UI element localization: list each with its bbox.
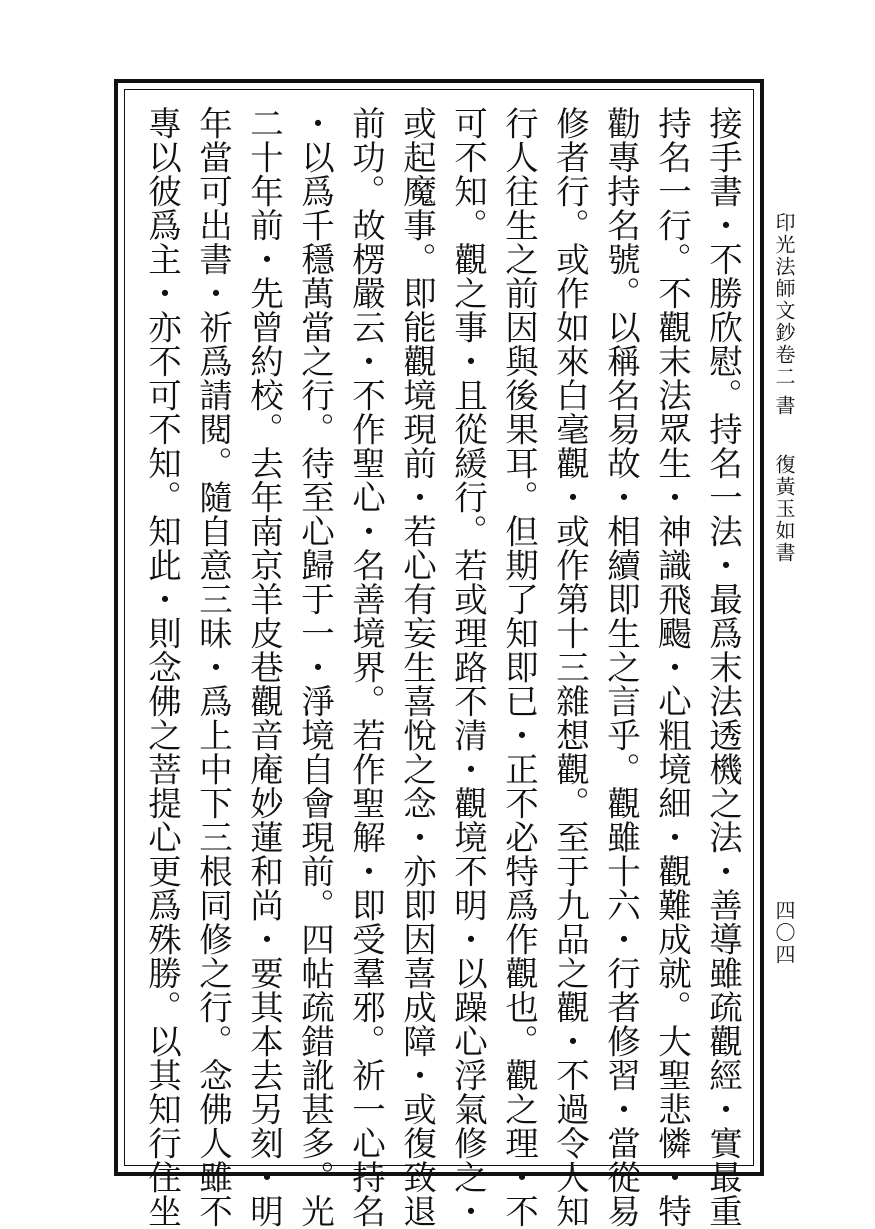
text-column: ・以爲千穩萬當之行。待至心歸于一・淨境自會現前。四帖疏錯訛甚多。光: [295, 106, 335, 1228]
text-column: 接手書・不勝欣慰。持名一法・最爲末法透機之法・善導雖疏觀經・實最重: [703, 106, 743, 1228]
text-column: 可不知。觀之事・且從緩行。若或理路不清・觀境不明・以躁心浮氣修之・: [448, 106, 488, 1228]
book-title: 印光法師文鈔卷二: [772, 212, 796, 388]
text-column: 持名一行。不觀末法眾生・神識飛颺・心粗境細・觀難成就。大聖悲憐・特: [652, 106, 692, 1228]
text-column: 或起魔事。即能觀境現前・若心有妄生喜悅之念・亦即因喜成障・或復致退: [397, 106, 437, 1228]
text-column: 勸專持名號。以稱名易故・相續即生之言乎。觀雖十六・行者修習・當從易: [601, 106, 641, 1228]
text-column: 行人往生之前因與後果耳。但期了知即已・正不必特爲作觀也。觀之理・不: [499, 106, 539, 1228]
letter-title: 復黃玉如書: [772, 454, 796, 564]
text-column: 專以彼爲主・亦不可不知。知此・則念佛之菩提心更爲殊勝。以其知行住坐: [142, 106, 182, 1228]
text-column: 年當可出書・祈爲請閱。隨自意三昧・爲上中下三根同修之行。念佛人雖不: [193, 106, 233, 1228]
text-column: 修者行。或作如來白毫觀・或作第十三雜想觀。至于九品之觀・不過令人知: [550, 106, 590, 1228]
page-number: 四〇四: [772, 900, 796, 966]
text-column: 二十年前・先曾約校。去年南京羊皮巷觀音庵妙蓮和尚・要其本去另刻・明: [244, 106, 284, 1228]
text-column: 前功。故楞嚴云・不作聖心・名善境界。若作聖解・即受羣邪。祈一心持名: [346, 106, 386, 1228]
section-label: 書: [772, 395, 796, 417]
